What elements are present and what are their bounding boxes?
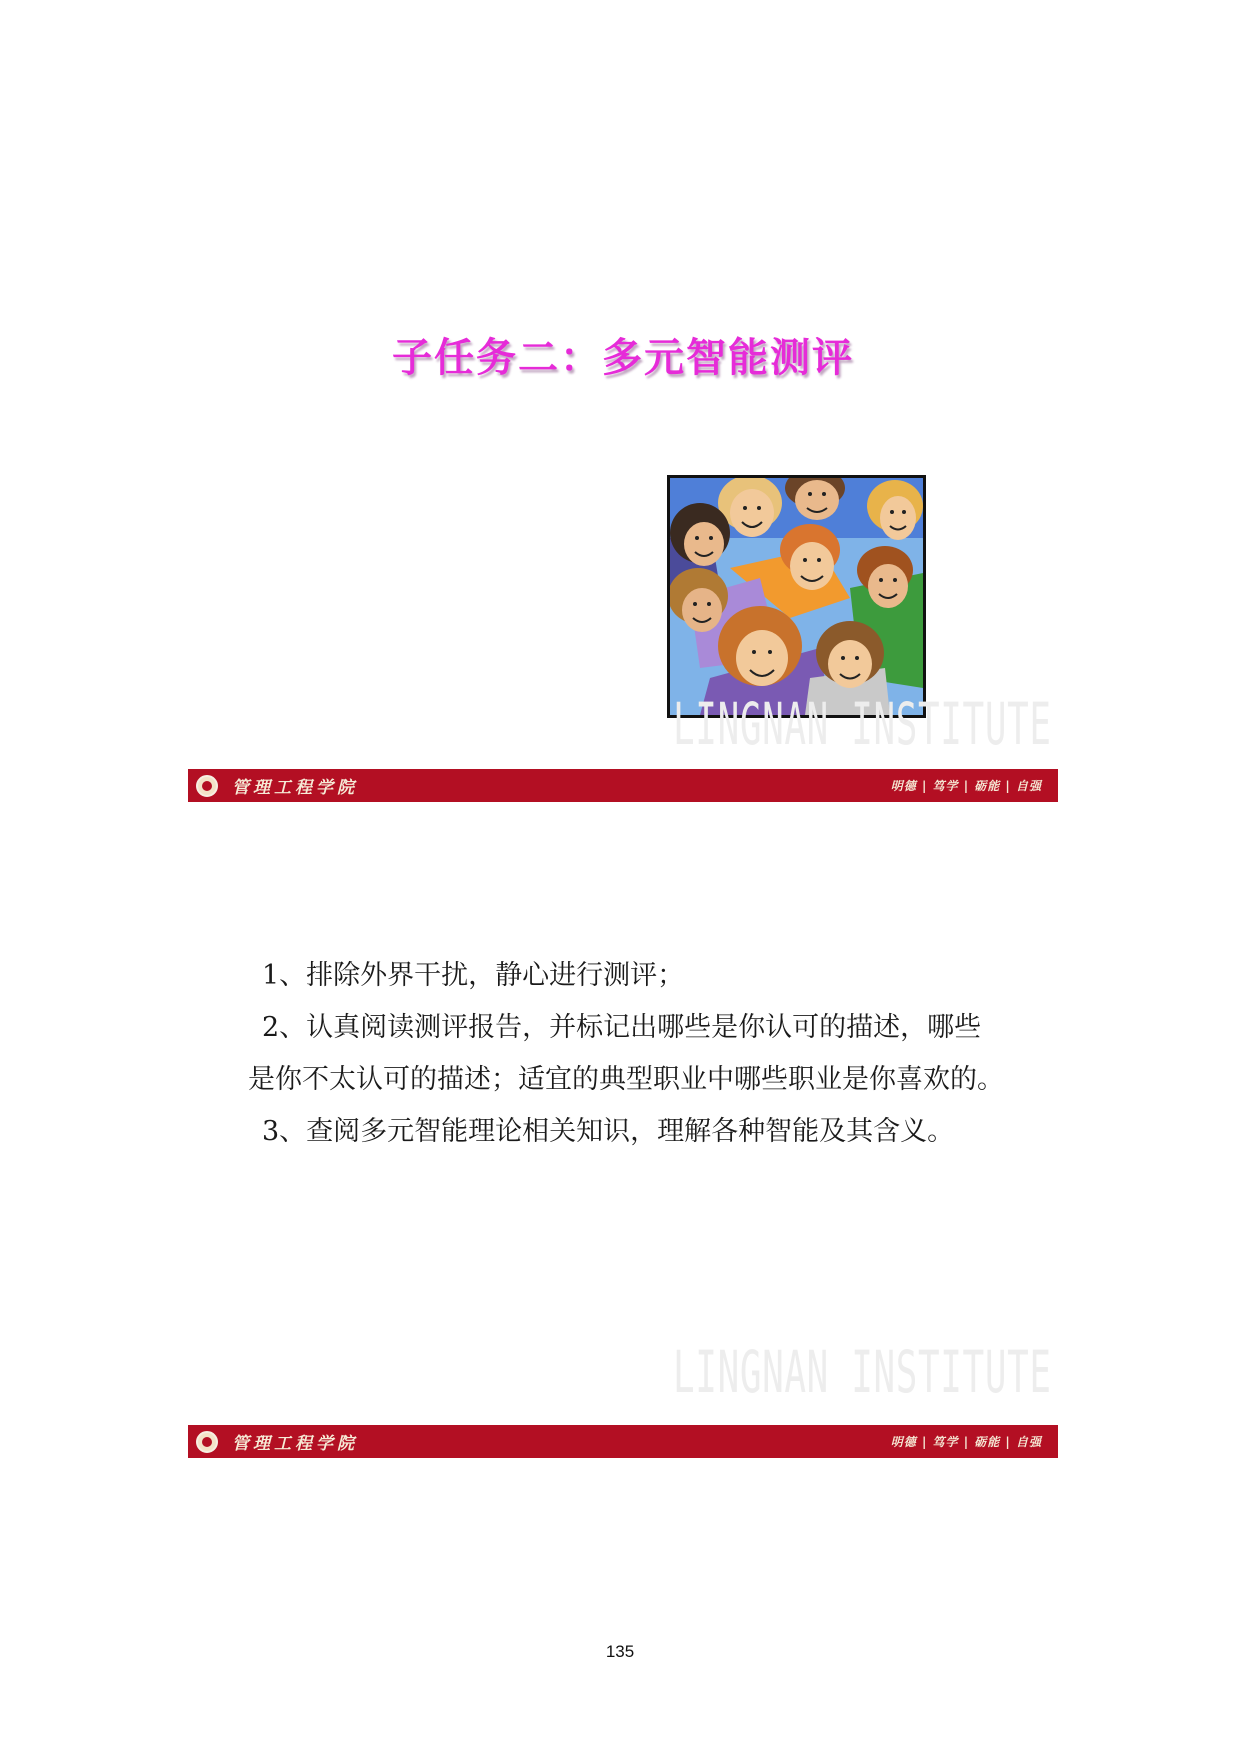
school-motto: 明德 | 笃学 | 砺能 | 自强 [890,779,1042,793]
slide-2 [188,890,1058,1458]
page-number: 135 [605,1642,635,1661]
group-people-clipart [667,475,926,718]
footer-bar [188,1425,1058,1458]
slide-1 [188,240,1058,802]
school-seal-icon [196,1431,218,1453]
task-instructions [248,950,1008,1158]
slide-title: 子任务二：多元智能测评 [392,334,854,381]
instruction-item: 1、排除外界干扰，静心进行测评； [262,960,685,991]
footer-bar [188,769,1058,802]
footer-brand [196,773,358,798]
instruction-item: 2、认真阅读测评报告，并标记出哪些是你认可的描述，哪些是你不太认可的描述；适宜的典型职业中哪些职业是你喜欢的。 [248,1012,1004,1095]
watermark-text: LINGNAN INSTITUTE [673,1338,1052,1406]
footer-brand [196,1429,358,1454]
instruction-item: 3、查阅多元智能理论相关知识，理解各种智能及其含义。 [262,1116,955,1147]
school-seal-icon [196,775,218,797]
school-name: 管理工程学院 [232,778,358,798]
school-name: 管理工程学院 [232,1434,358,1454]
watermark-text: LINGNAN INSTITUTE [673,690,1052,758]
people-illustration-icon [670,478,923,715]
school-motto: 明德 | 笃学 | 砺能 | 自强 [890,1435,1042,1449]
